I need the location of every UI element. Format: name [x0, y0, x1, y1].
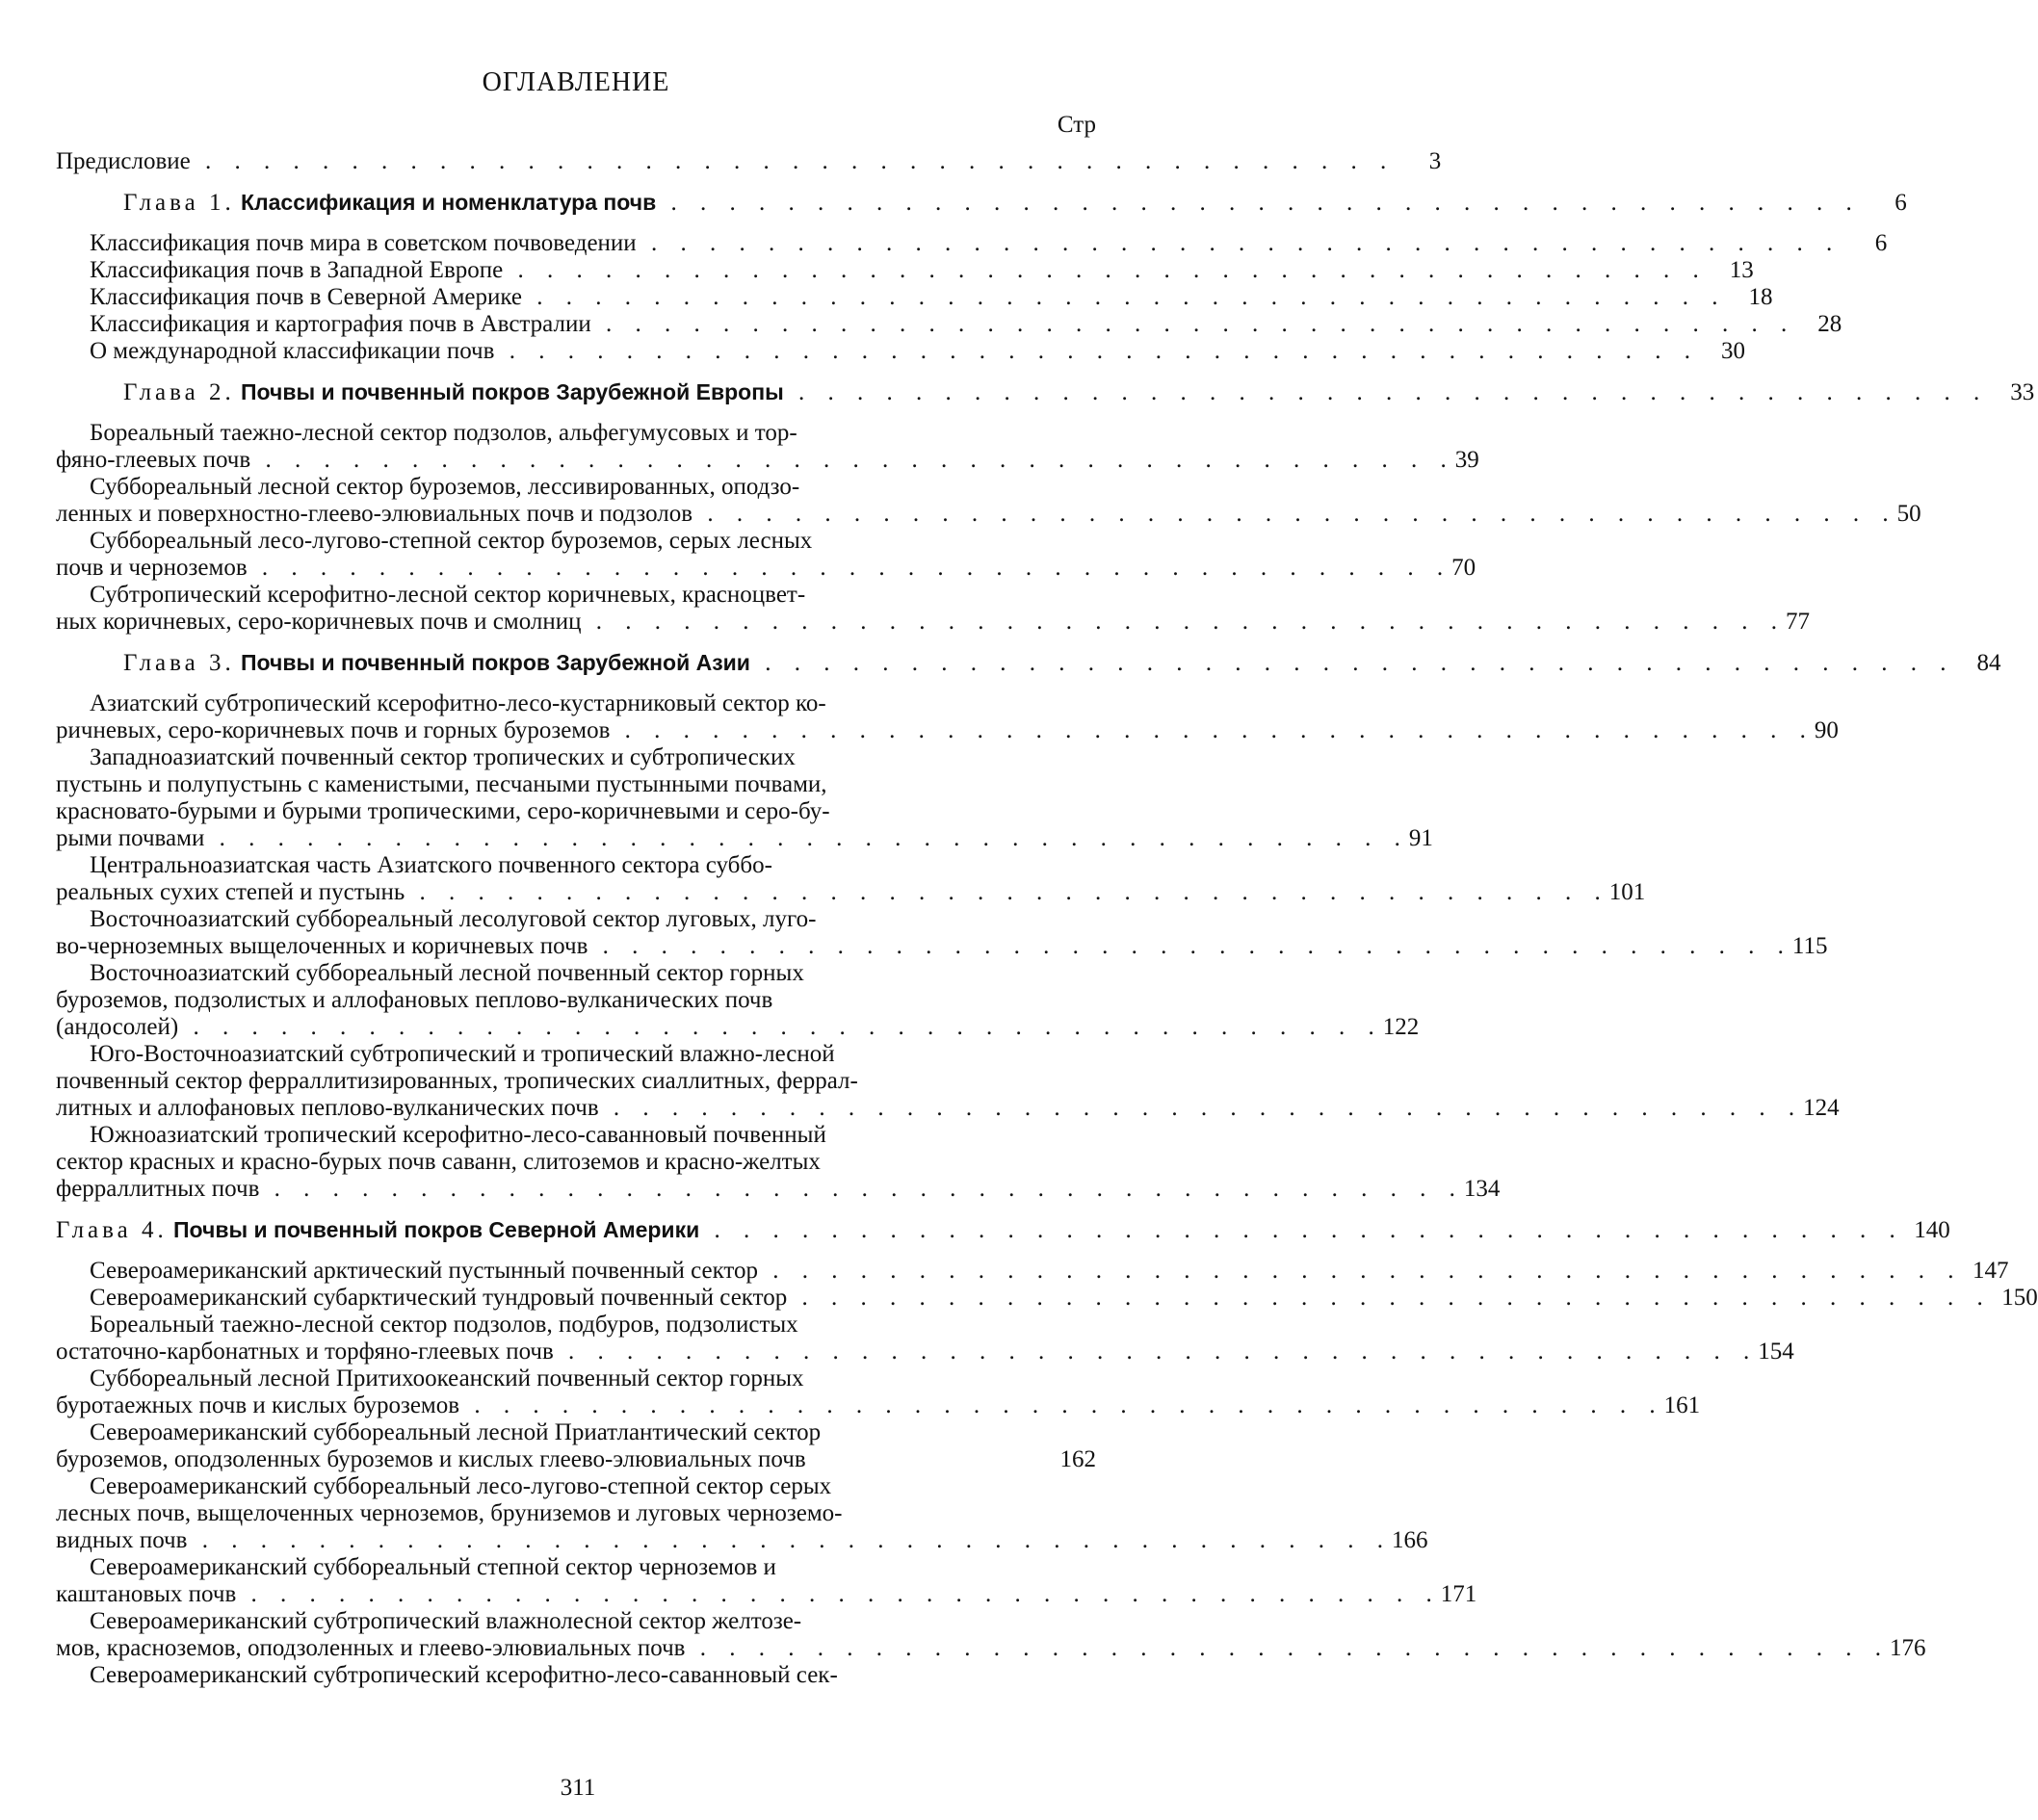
chapter-name: Почвы и почвенный покров Северной Америки [172, 1217, 700, 1242]
entry-line [56, 1581, 1477, 1608]
toc-entry[interactable] [56, 1312, 1794, 1365]
leader-dots: . . . . . . . . . . . . . . . . . . . . . . . . . . . . . . . . . . . . . . . . . [692, 501, 1897, 527]
entry-line [56, 1068, 1096, 1095]
entry-text [56, 447, 1455, 474]
leader-dots: . . . . . . . . . . . . . . . . . . . . . . . . . . . . . . . . . . . . . . . . . [522, 284, 1727, 310]
entry-line-text: почв и черноземов [56, 555, 248, 581]
entry-title [56, 257, 1708, 284]
leader-dots: . . . . . . . . . . . . . . . . . . . . . . . . . . . . . . . . . . . . . . . . . [588, 933, 1792, 959]
leader-dots: . . . . . . . . . . . . . . . . . . . . . . . . . . . . . . . . . . . . . . . . . [178, 1014, 1383, 1040]
entry-line-text: Юго-Восточноазиатский субтропический и тропический влажно-лесной [90, 1041, 835, 1067]
entry-title [56, 311, 1795, 338]
entry-line [56, 1041, 1096, 1068]
entry-text [56, 1365, 1050, 1392]
entry-line [56, 1312, 1096, 1339]
entry-line [56, 1527, 1428, 1554]
entry-line-text: ных коричневых, серо-коричневых почв и смолниц [56, 609, 582, 635]
entry-line [56, 609, 1810, 636]
entry-page: 39 [1454, 447, 1479, 473]
entry-text [56, 1176, 1464, 1203]
entry-text [56, 1122, 1050, 1149]
entry-page: 162 [1059, 1446, 1096, 1472]
entry-line-text: ричневых, серо-коричневых почв и горных буроземов [56, 717, 611, 743]
toc-entry[interactable] [56, 148, 1442, 175]
page-number: 311 [560, 1775, 596, 1801]
entry-line [56, 582, 1096, 609]
entry-line-text: мов, красноземов, оподзоленных и глеево-элювиальных почв [56, 1635, 686, 1661]
entry-text: Классификация и картография почв в Австралии [90, 311, 591, 337]
entry-text [56, 474, 1050, 501]
toc-entry[interactable] [56, 1122, 1501, 1203]
entry-text [56, 744, 1050, 771]
entry-title [56, 148, 1395, 175]
entry-text [56, 717, 1815, 744]
entry-text [56, 933, 1792, 960]
entry-line [56, 501, 1921, 528]
entry-line [56, 798, 1096, 825]
entry-line [56, 1122, 1096, 1149]
entry-line-text: Восточноазиатский суббореальный лесной почвенный сектор горных [90, 960, 804, 986]
entry-line-text: Североамериканский субтропический ксерофитно-лесо-саванновый сек- [90, 1662, 838, 1688]
entry-text [56, 1527, 1392, 1554]
toc-entry[interactable] [56, 906, 1828, 960]
toc-entry[interactable] [56, 1608, 1926, 1662]
entry-page: 147 [1973, 1258, 2009, 1284]
entry-line-text: Бореальный таежно-лесной сектор подзолов, подбуров, подзолистых [90, 1312, 798, 1338]
entry-line [56, 1635, 1926, 1662]
entry-line [56, 771, 1096, 798]
chapter-label: Глава 1. [123, 190, 235, 216]
entry-line-text: Североамериканский суббореальный степной сектор черноземов и [90, 1554, 776, 1580]
entry-line-text: Суббореальный лесной Притихоокеанский почвенный сектор горных [90, 1365, 804, 1391]
entry-page: 140 [1914, 1217, 1950, 1243]
entry-line [56, 879, 1646, 906]
entry-line-text: Субтропический ксерофитно-лесной сектор коричневых, красноцвет- [90, 582, 806, 608]
entry-line [56, 933, 1828, 960]
leader-dots: . . . . . . . . . . . . . . . . . . . . . . . . . . . . . . . . . . . . . . . . . [610, 717, 1815, 743]
entry-line-text: каштановых почв [56, 1581, 237, 1607]
entry-line-text: буротаежных почв и кислых буроземов [56, 1392, 460, 1418]
entry-line [56, 1365, 1096, 1392]
entry-page: 101 [1608, 879, 1646, 905]
entry-text [56, 690, 1050, 717]
entry-page: 30 [1720, 338, 1745, 364]
entry-text [56, 1041, 1050, 1068]
leader-dots: . . . . . . . . . . . . . . . . . . . . . . . . . . . . . . . . . . . . . . . . . [783, 379, 1989, 405]
toc-entry[interactable] [56, 474, 1921, 528]
entry-text [56, 1095, 1803, 1122]
entry-text [56, 771, 1050, 798]
leader-dots: . . . . . . . . . . . . . . . . . . . . . . . . . . . . . . . . . . . . . . . . . [758, 1258, 1963, 1284]
entry-line-text: видных почв [56, 1527, 188, 1553]
toc-title: ОГЛАВЛЕНИЕ [482, 67, 670, 97]
entry-line-text: Западноазиатский почвенный сектор тропических и субтропических [90, 744, 796, 770]
chapter-label: Глава 2. [123, 379, 235, 405]
entry-line [56, 1554, 1096, 1581]
leader-dots: . . . . . . . . . . . . . . . . . . . . . . . . . . . . . . . . . . . . . . . . . [553, 1339, 1759, 1365]
entry-line-text: Восточноазиатский суббореальный лесолуговой сектор луговых, луго- [90, 906, 817, 932]
entry-line-text: во-черноземных выщелоченных и коричневых почв [56, 933, 588, 959]
entry-line-text: фяно-глеевых почв [56, 447, 251, 473]
leader-dots: . . . . . . . . . . . . . . . . . . . . . . . . . . . . . . . . . . . . . . . . . [247, 555, 1452, 581]
entry-line [56, 1149, 1096, 1176]
entry-line [56, 690, 1096, 717]
toc-entry[interactable] [56, 582, 1810, 636]
entry-line-text: Североамериканский субтропический влажнолесной сектор желтозе- [90, 1608, 802, 1634]
entry-page: 122 [1382, 1014, 1420, 1040]
entry-text [56, 960, 1050, 987]
entry-line-text: красновато-бурыми и бурыми тропическими, серо-коричневыми и серо-бу- [56, 798, 830, 824]
leader-dots: . . . . . . . . . . . . . . . . . . . . . . . . . . . . . . . . . . . . . . . . . [204, 825, 1409, 851]
entry-line [56, 420, 1096, 447]
toc-list [56, 148, 2038, 1689]
entry-page: 84 [1976, 650, 2001, 676]
toc-entry[interactable] [56, 1473, 1428, 1554]
entry-line [56, 528, 1096, 555]
chapter-entry[interactable] [56, 378, 2035, 406]
toc-entry[interactable] [56, 852, 1646, 906]
leader-dots: . . . . . . . . . . . . . . . . . . . . . . . . . . . . . . . . . . . . . . . . . [459, 1392, 1664, 1418]
entry-line [56, 1339, 1794, 1365]
toc-entry[interactable] [56, 1285, 2038, 1312]
leader-dots: . . . . . . . . . . . . . . . . . . . . . . . . . . . . . . . . . . . . . . . . . [636, 230, 1842, 256]
entry-text [56, 1068, 1050, 1095]
leader-dots: . . . . . . . . . . . . . . . . . . . . . . . . . . . . . . . . . . . . . . . . . [405, 879, 1609, 905]
toc-entry[interactable] [56, 528, 1476, 582]
chapter-label: Глава 4. [56, 1217, 168, 1243]
entry-line-text: Южноазиатский тропический ксерофитно-лесо-саванновый почвенный [90, 1122, 826, 1148]
entry-page: 33 [2010, 379, 2035, 405]
toc-entry[interactable] [56, 311, 1842, 338]
entry-text [56, 528, 1050, 555]
entry-title [56, 1216, 1904, 1244]
leader-dots: . . . . . . . . . . . . . . . . . . . . . . . . . . . . . . . . . . . . . . . . . [699, 1217, 1904, 1243]
entry-line-text: рыми почвами [56, 825, 205, 851]
toc-entry[interactable] [56, 960, 1420, 1041]
page-column-label: Стр [1057, 112, 1096, 138]
entry-text [56, 1635, 1890, 1662]
leader-dots: . . . . . . . . . . . . . . . . . . . . . . . . . . . . . . . . . . . . . . . . . [749, 650, 1955, 676]
entry-page: 28 [1817, 311, 1842, 337]
entry-page: 161 [1663, 1392, 1701, 1418]
entry-page: 166 [1391, 1527, 1428, 1553]
entry-line [56, 1392, 1701, 1419]
entry-line [56, 1446, 1096, 1473]
entry-title [56, 284, 1727, 311]
entry-line [56, 906, 1096, 933]
entry-text: Классификация почв мира в советском почвоведении [90, 230, 637, 256]
toc-entry[interactable] [56, 744, 1433, 852]
entry-line [56, 447, 1479, 474]
entry-page: 13 [1729, 257, 1754, 283]
entry-text [56, 1419, 1050, 1446]
entry-text [56, 1339, 1758, 1365]
leader-dots: . . . . . . . . . . . . . . . . . . . . . . . . . . . . . . . . . . . . . . . . . [187, 1527, 1392, 1553]
entry-text [56, 825, 1409, 852]
entry-line-text: Североамериканский суббореальный лесной Приатлантический сектор [90, 1419, 822, 1445]
entry-text [56, 1014, 1383, 1041]
entry-line-text: остаточно-карбонатных и торфяно-глеевых почв [56, 1339, 554, 1365]
entry-line-text: Азиатский субтропический ксерофитно-лесо-кустарниковый сектор ко- [90, 690, 826, 716]
entry-page: 134 [1463, 1176, 1501, 1202]
entry-text [56, 1554, 1050, 1581]
entry-line-text: Бореальный таежно-лесной сектор подзолов, альфегумусовых и тор- [90, 420, 797, 446]
leader-dots: . . . . . . . . . . . . . . . . . . . . . . . . . . . . . . . . . . . . . . . . . [236, 1581, 1441, 1607]
entry-page: 3 [1428, 148, 1442, 174]
entry-text [56, 1608, 1050, 1635]
toc-entry[interactable] [56, 338, 1745, 365]
entry-line-text: буроземов, подзолистых и аллофановых пеплово-вулканических почв [56, 987, 773, 1013]
entry-text [56, 1446, 1050, 1473]
entry-line [56, 474, 1096, 501]
entry-text [56, 1581, 1441, 1608]
entry-text [56, 1473, 1050, 1500]
entry-page: 77 [1786, 609, 1810, 635]
entry-text: О международной классификации почв [90, 338, 495, 364]
entry-text: Североамериканский субарктический тундровый почвенный сектор [90, 1285, 788, 1311]
entry-line [56, 1095, 1840, 1122]
entry-text [56, 555, 1451, 582]
entry-line [56, 1608, 1096, 1635]
entry-page: 6 [1894, 190, 1907, 216]
entry-text [56, 987, 1050, 1014]
toc-entry[interactable] [56, 1258, 2009, 1285]
entry-text [56, 1149, 1050, 1176]
entry-line [56, 960, 1096, 987]
entry-page: 70 [1451, 555, 1476, 581]
toc-page [56, 67, 2038, 1689]
chapter-name: Классификация и номенклатура почв [240, 190, 657, 215]
entry-title [56, 338, 1699, 365]
entry-page: 176 [1889, 1635, 1926, 1661]
toc-entry[interactable] [56, 230, 1888, 257]
leader-dots: . . . . . . . . . . . . . . . . . . . . . . . . . . . . . . . . . . . . . . . . . [787, 1285, 1992, 1311]
toc-entry[interactable] [56, 690, 1839, 744]
chapter-name: Почвы и почвенный покров Зарубежной Европы [240, 379, 784, 404]
entry-line [56, 1419, 1096, 1446]
entry-line-text: сектор красных и красно-бурых почв саванн, слитоземов и красно-желтых [56, 1149, 821, 1175]
entry-title [56, 1258, 1963, 1285]
entry-text [56, 906, 1050, 933]
entry-line-text: лесных почв, выщелоченных черноземов, бруниземов и луговых черноземо- [56, 1500, 843, 1526]
entry-line [56, 1176, 1501, 1203]
entry-page: 91 [1408, 825, 1433, 851]
entry-text [56, 501, 1897, 528]
toc-entry[interactable] [56, 1419, 1096, 1473]
entry-line [56, 1473, 1096, 1500]
leader-dots: . . . . . . . . . . . . . . . . . . . . . . . . . . . . . . . . . . . . . . . . . [503, 257, 1708, 283]
entry-line [56, 1662, 1096, 1689]
entry-text: Североамериканский арктический пустынный почвенный сектор [90, 1258, 759, 1284]
chapter-entry[interactable] [56, 1216, 1950, 1244]
leader-dots: . . . . . . . . . . . . . . . . . . . . . . . . . . . . . . . . . . . . . . . . . [190, 148, 1396, 174]
entry-line [56, 1014, 1420, 1041]
toc-entry[interactable] [56, 1041, 1840, 1122]
entry-line-text: Суббореальный лесной сектор буроземов, лессивированных, оподзо- [90, 474, 800, 500]
leader-dots: . . . . . . . . . . . . . . . . . . . . . . . . . . . . . . . . . . . . . . . . . [590, 311, 1796, 337]
entry-text [56, 798, 1050, 825]
leader-dots: . . . . . . . . . . . . . . . . . . . . . . . . . . . . . . . . . . . . . . . . . [598, 1095, 1804, 1121]
entry-line-text: Суббореальный лесо-лугово-степной сектор буроземов, серых лесных [90, 528, 813, 554]
toc-entry[interactable] [56, 1365, 1701, 1419]
entry-page: 18 [1748, 284, 1773, 310]
leader-dots: . . . . . . . . . . . . . . . . . . . . . . . . . . . . . . . . . . . . . . . . . [259, 1176, 1464, 1202]
toc-entry[interactable] [56, 420, 1479, 474]
entry-text [56, 609, 1786, 636]
entry-text [56, 1392, 1664, 1419]
entry-text [56, 1312, 1050, 1339]
entry-line-text: реальных сухих степей и пустынь [56, 879, 405, 905]
entry-line-text: пустынь и полупустынь с каменистыми, песчаными пустынными почвами, [56, 771, 827, 797]
toc-entry[interactable] [56, 284, 1773, 311]
entry-line-text: буроземов, оподзоленных буроземов и кислых глеево-элювиальных почв [56, 1446, 806, 1472]
entry-line [56, 744, 1096, 771]
leader-dots: . . . . . . . . . . . . . . . . . . . . . . . . . . . . . . . . . . . . . . . . . [656, 190, 1861, 216]
entry-title [56, 378, 1988, 406]
entry-line-text: почвенный сектор ферраллитизированных, тропических сиаллитных, феррал- [56, 1068, 858, 1094]
entry-line [56, 1500, 1096, 1527]
entry-line [56, 987, 1096, 1014]
entry-page: 6 [1874, 230, 1888, 256]
toc-entry[interactable] [56, 1662, 1096, 1689]
entry-page: 90 [1814, 717, 1839, 743]
entry-line-text: литных и аллофановых пеплово-вулканических почв [56, 1095, 599, 1121]
entry-title [56, 189, 1861, 217]
entry-page: 154 [1758, 1339, 1794, 1365]
entry-title [56, 649, 1954, 677]
entry-line [56, 555, 1476, 582]
leader-dots: . . . . . . . . . . . . . . . . . . . . . . . . . . . . . . . . . . . . . . . . . [250, 447, 1455, 473]
leader-dots: . . . . . . . . . . . . . . . . . . . . . . . . . . . . . . . . . . . . . . . . . [685, 1635, 1890, 1661]
entry-text: Классификация почв в Западной Европе [90, 257, 504, 283]
entry-line-text: ленных и поверхностно-глеево-элювиальных почв и подзолов [56, 501, 693, 527]
entry-page: 50 [1896, 501, 1921, 527]
entry-line [56, 825, 1433, 852]
entry-text [56, 420, 1050, 447]
entry-title [56, 1285, 1992, 1312]
chapter-entry[interactable] [56, 189, 1907, 217]
entry-text [56, 1500, 1050, 1527]
entry-line-text: (андосолей) [56, 1014, 179, 1040]
entry-line [56, 717, 1839, 744]
entry-text: Классификация почв в Северной Америке [90, 284, 522, 310]
chapter-name: Почвы и почвенный покров Зарубежной Азии [240, 650, 750, 675]
entry-line-text: Североамериканский суббореальный лесо-лугово-степной сектор серых [90, 1473, 832, 1499]
toc-entry[interactable] [56, 1554, 1477, 1608]
chapter-entry[interactable] [56, 649, 2001, 677]
entry-line [56, 852, 1096, 879]
leader-dots: . . . . . . . . . . . . . . . . . . . . . . . . . . . . . . . . . . . . . . . . . [581, 609, 1786, 635]
entry-text [56, 852, 1050, 879]
entry-page: 115 [1791, 933, 1828, 959]
entry-text [56, 582, 1050, 609]
entry-text [56, 1662, 1050, 1689]
toc-entry[interactable] [56, 257, 1754, 284]
entry-line-text: Центральноазиатская часть Азиатского почвенного сектора суббо- [90, 852, 772, 878]
entry-text: Предисловие [56, 148, 191, 174]
entry-title [56, 230, 1841, 257]
entry-text [56, 879, 1609, 906]
chapter-label: Глава 3. [123, 650, 235, 676]
entry-page: 124 [1803, 1095, 1840, 1121]
entry-line-text: ферраллитных почв [56, 1176, 260, 1202]
entry-page: 171 [1440, 1581, 1477, 1607]
leader-dots: . . . . . . . . . . . . . . . . . . . . . . . . . . . . . . . . . . . . . . . . . [494, 338, 1699, 364]
entry-page: 150 [2001, 1285, 2038, 1311]
